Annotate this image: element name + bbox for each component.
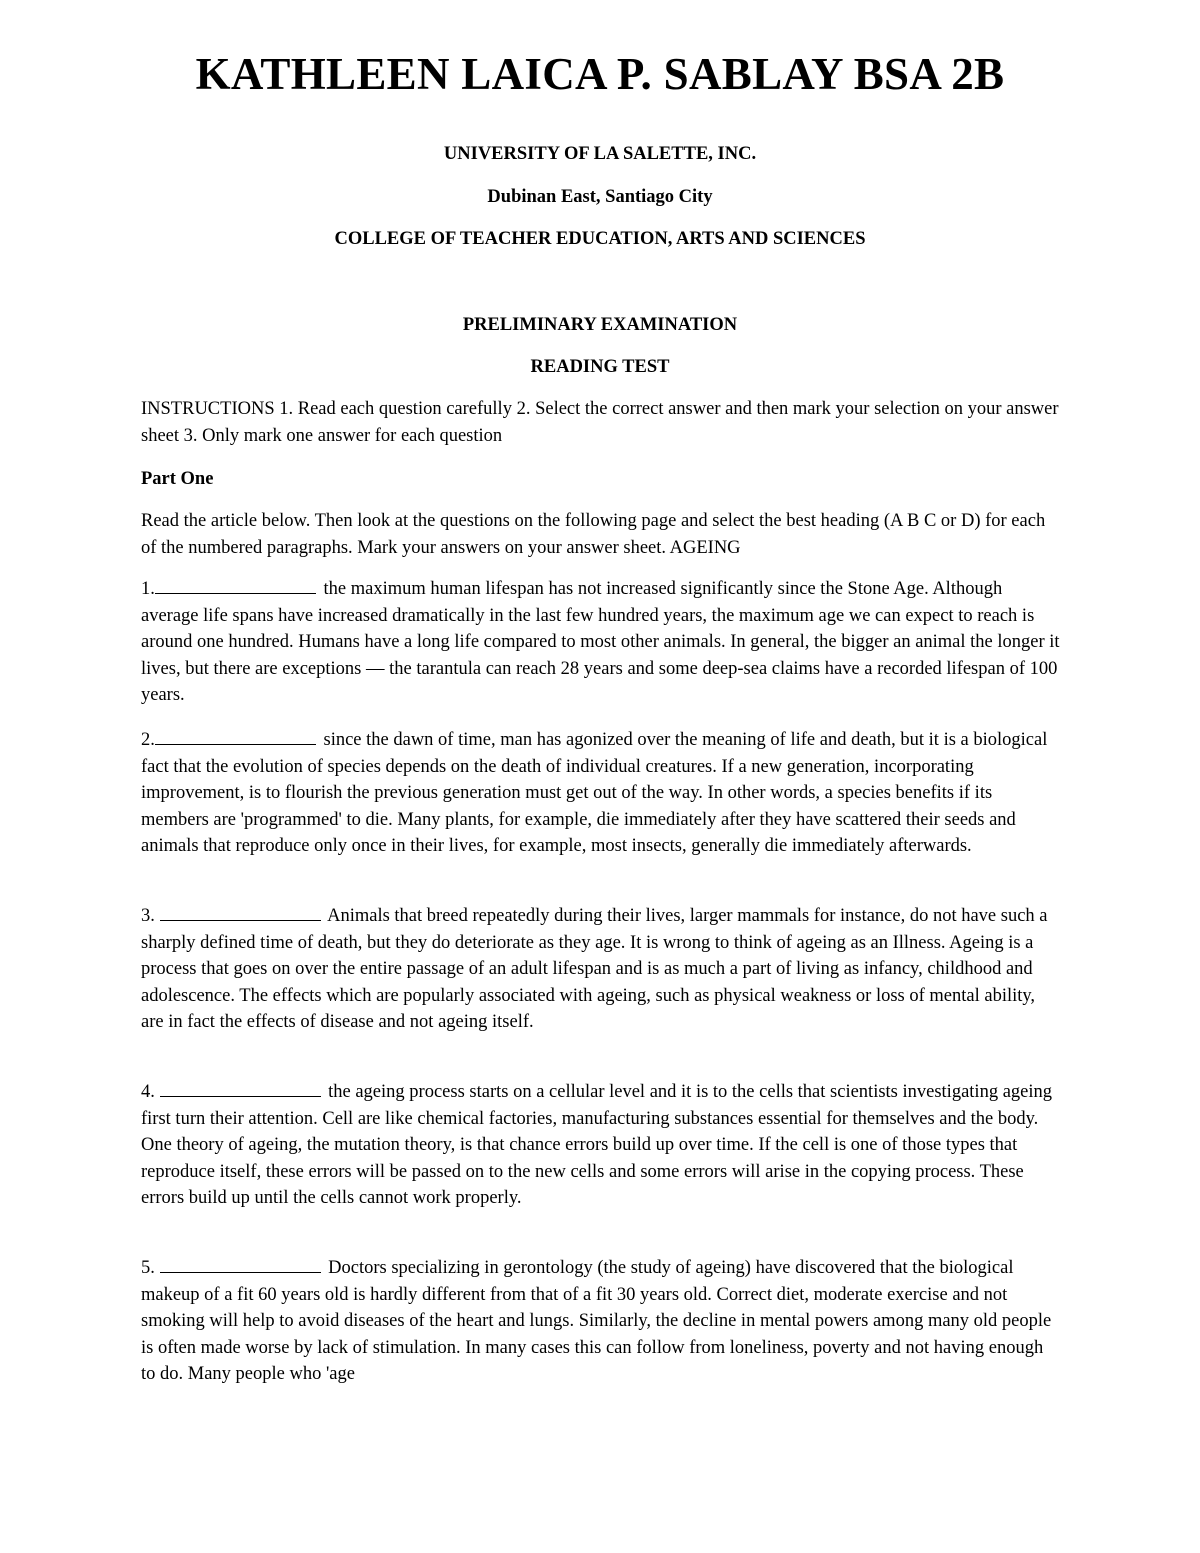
instructions-text: INSTRUCTIONS 1. Read each question carefully 2. Select the correct answer and then mark your selection on your answer sheet 3. Only mark one answer for each question <box>141 399 1059 446</box>
paragraph-text: the maximum human lifespan has not increased significantly since the Stone Age. Although average life spans have increased dramatically in the last few hundred years, the maximum age we can expect to reach is around one hundred. Humans have a long life compared to most other animals. In general, the bigger an animal the longer it lives, but there are exceptions — the tarantula can reach 28 years and some deep-sea claims have a recorded lifespan of 100 years. <box>141 579 1060 706</box>
university-name: UNIVERSITY OF LA SALETTE, INC. <box>443 144 757 164</box>
question-number: 3. <box>141 906 160 926</box>
exam-title: PRELIMINARY EXAMINATION <box>462 315 738 335</box>
question-number: 5. <box>141 1258 160 1278</box>
question-paragraph-1 <box>141 576 1061 709</box>
paragraph-text: Doctors specializing in gerontology (the study of ageing) have discovered that the biological makeup of a fit 60 years old is hardly different from that of a fit 30 years old. Correct diet, moderate exercise and not smoking will help to avoid diseases of the heart and lungs. Similarly, the decline in mental powers among many old people is often made worse by lack of stimulation. In many cases this can follow from loneliness, poverty and not having enough to do. Many people who 'age <box>141 1258 1052 1385</box>
paragraph-text: since the dawn of time, man has agonized over the meaning of life and death, but it is a biological fact that the evolution of species depends on the death of individual creatures. If a new generation, incorporating improvement, is to flourish the previous generation must get out of the way. In other words, a species benefits if its members are 'programmed' to die. Many plants, for example, die immediately after they have scattered their seeds and animals that reproduce only once in their lives, for example, most insects, generally die immediately afterwards. <box>141 730 1048 857</box>
intro-text: Read the article below. Then look at the questions on the following page and select the best heading (A B C or D) for each of the numbered paragraphs. Mark your answers on your answer sheet. AGEING <box>141 511 1046 558</box>
paragraph-text: the ageing process starts on a cellular level and it is to the cells that scientists investigating ageing first turn their attention. Cell are like chemical factories, manufacturing substances essential for themselves and the body. One theory of ageing, the mutation theory, is that chance errors build up over time. If the cell is one of those types that reproduce itself, these errors will be passed on to the new cells and some errors will arise in the copying process. These errors build up until the cells cannot work properly. <box>141 1082 1053 1209</box>
question-number: 4. <box>141 1082 160 1102</box>
question-number: 2. <box>141 730 155 750</box>
question-paragraph-4 <box>141 1079 1061 1212</box>
part-one-heading: Part One <box>141 469 214 489</box>
question-paragraph-2 <box>141 727 1061 860</box>
part-one-intro <box>141 508 1061 561</box>
university-address: Dubinan East, Santiago City <box>487 187 713 207</box>
question-paragraph-3 <box>141 903 1061 1036</box>
instructions-paragraph <box>141 396 1061 449</box>
answer-blank <box>160 905 321 921</box>
question-paragraph-5 <box>141 1255 1061 1388</box>
answer-blank <box>155 578 316 594</box>
college-name: COLLEGE OF TEACHER EDUCATION, ARTS AND SCIENCES <box>334 229 866 249</box>
student-name-heading: KATHLEEN LAICA P. SABLAY BSA 2B <box>195 49 1005 99</box>
paragraph-text: Animals that breed repeatedly during their lives, larger mammals for instance, do not have such a sharply defined time of death, but they do deteriorate as they age. It is wrong to think of ageing as an Illness. Ageing is a process that goes on over the entire passage of an adult lifespan and is as much a part of living as infancy, childhood and adolescence. The effects which are popularly associated with ageing, such as physical weakness or loss of mental ability, are in fact the effects of disease and not ageing itself. <box>141 906 1048 1033</box>
answer-blank <box>160 1257 321 1273</box>
question-number: 1. <box>141 579 155 599</box>
answer-blank <box>160 1081 321 1097</box>
test-title: READING TEST <box>530 357 670 377</box>
answer-blank <box>155 729 316 745</box>
